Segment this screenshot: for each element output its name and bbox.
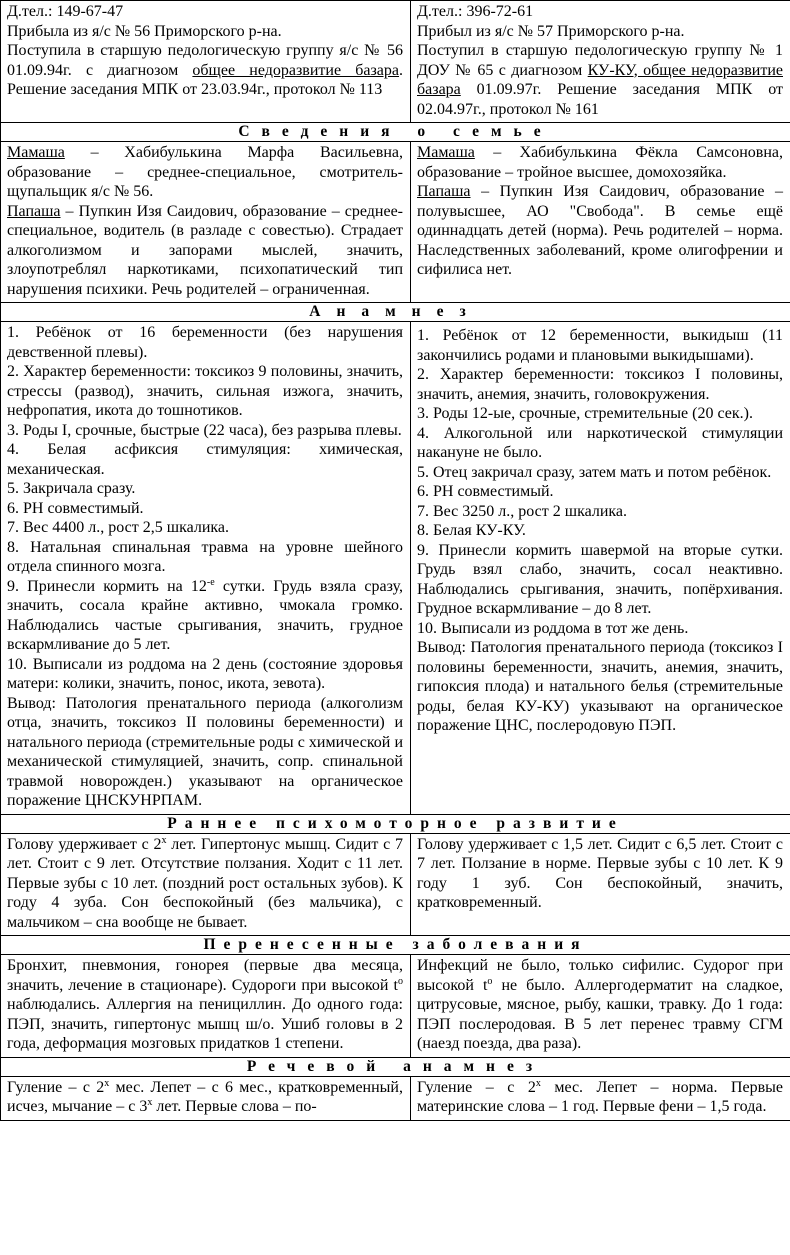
right-anamnesis-conclusion: Вывод: Патология пренатального периода (токсикоз I половины беременности, значить, анемия, значить, гипоксия плода) и натального белья (стремительные роды, белая КУ-КУ) указывают на органическое поражение ЦНС, послеродовую ПЭП.	[417, 639, 783, 734]
section-header-early-development: Раннее психомоторное развитие	[1, 814, 790, 833]
left-anamnesis-item: 4. Белая асфиксия стимуляция: химическая, механическая.	[7, 441, 403, 478]
left-illnesses-sup: о	[398, 975, 403, 987]
left-early-dev-cell	[1, 833, 411, 936]
left-father	[7, 202, 403, 300]
right-anamnesis-item: 4. Алкогольной или наркотической стимуляции накануне не было.	[417, 424, 783, 461]
left-anamnesis-item-9	[7, 577, 403, 655]
right-phone: Д.тел.: 396-72-61	[417, 3, 534, 20]
right-admission-text: Поступил в старшую педологическую группу № 1 ДОУ № 65 с диагнозом	[417, 42, 783, 79]
intro-row	[1, 1, 790, 123]
right-illnesses-a: Инфекций не было, только сифилис. Судорог при высокой t	[417, 957, 783, 994]
left-mother	[7, 143, 403, 202]
right-illnesses-sup: о	[487, 975, 493, 987]
left-item9-rest: сутки. Грудь взяла сразу, значить, сосала крайне активно, чмокала громко. Наблюдались частые срыгивания, значить, грудное вскармливание до 5 лет.	[7, 577, 403, 653]
left-illnesses-cell	[1, 955, 411, 1058]
left-illnesses-a: Бронхит, пневмония, гонорея (первые два месяца, значить, лечение в стационаре). Судороги при высокой t	[7, 957, 403, 994]
left-early-dev-a: Голову удерживает с 2	[7, 835, 162, 853]
right-anamnesis-item: 6. РН совместимый.	[417, 483, 554, 500]
left-speech-sup1: х	[104, 1077, 110, 1089]
right-anamnesis-item: 10. Выписали из роддома в тот же день.	[417, 619, 689, 637]
right-admission-decision: 01.09.97г. Решение заседания МПК от 02.04.97г., протокол № 161	[417, 81, 783, 118]
speech-row	[1, 1076, 790, 1120]
right-speech-a: Гуление – с 2	[417, 1078, 536, 1096]
left-mother-text: – Хабибулькина Марфа Васильевна, образование – среднее-специальное, смотритель-щупальщик я/с № 56.	[7, 144, 403, 200]
right-illnesses-b: не было. Аллергодерматит на сладкое, цитрусовые, мясное, рыбу, кашки, травку. До 1 года: ПЭП послеродовая. В 5 лет перенес травму СГМ (наезд поезда, два раза).	[417, 976, 783, 1052]
left-admission-text: Поступила в старшую педологическую группу я/с № 56 01.09.94г. с диагнозом	[7, 42, 403, 79]
right-admission	[417, 41, 783, 119]
family-row	[1, 142, 790, 303]
left-father-label: Папаша	[7, 202, 61, 220]
right-family-cell	[411, 142, 790, 303]
left-came-from: Прибыла из я/с № 56 Приморского р-на.	[7, 22, 282, 40]
illnesses-row	[1, 955, 790, 1058]
left-phone: Д.тел.: 149-67-47	[7, 3, 124, 20]
right-speech-b: мес. Лепет – норма. Первые материнские слова – 1 год. Первые фени – 1,5 года.	[417, 1078, 783, 1115]
left-speech-cell	[1, 1076, 411, 1120]
left-anamnesis-item: 5. Закричала сразу.	[7, 480, 136, 497]
right-came-from: Прибыл из я/с № 57 Приморского р-на.	[417, 22, 685, 40]
left-anamnesis-item: 8. Натальная спинальная травма на уровне шейного отдела спинного мозга.	[7, 538, 403, 575]
section-header-family: Сведения о семье	[1, 123, 790, 142]
anamnesis-row	[1, 322, 790, 815]
right-anamnesis-item: 8. Белая КУ-КУ.	[417, 522, 526, 539]
left-family-cell	[1, 142, 411, 303]
right-anamnesis-item: 2. Характер беременности: токсикоз I половины, значить, анемия, значить, головокружения.	[417, 366, 783, 403]
right-father-text: – Пупкин Изя Саидович, образование – полувысшее, АО "Свобода". В семье ещё одиннадцать детей (норма). Речь родителей – норма. Наследственных заболеваний, кроме олигофрении и сифилиса нет.	[417, 183, 783, 278]
left-anamnesis-conclusion: Вывод: Патология пренатального периода (алкоголизм отца, значить, токсикоз II половины беременности) и натального периода (стремительные роды с химической и механической стимуляцией, значить, сопр. спинальной травмой новорожден.) указывают на органическое поражение ЦНСКУНРПАМ.	[7, 694, 403, 809]
right-speech-text	[417, 1078, 783, 1117]
right-intro-cell	[411, 1, 790, 123]
right-anamnesis-item: 7. Вес 3250 л., рост 2 шкалика.	[417, 502, 628, 520]
left-anamnesis-item: 3. Роды I, срочные, быстрые (22 часа), без разрыва плевы.	[7, 421, 402, 439]
right-mother-label: Мамаша	[417, 144, 475, 161]
section-header-illnesses: Перенесенные заболевания	[1, 936, 790, 955]
left-mother-label: Мамаша	[7, 144, 65, 161]
right-anamnesis-item: 9. Принесли кормить шавермой на вторые сутки. Грудь взял слабо, значить, сосал неактивно. Наблюдались срыгивания, значить, попёрхивания. Грудное вскармливание – до 8 лет.	[417, 541, 783, 617]
right-early-dev-cell	[411, 833, 790, 936]
left-anamnesis-item: 1. Ребёнок от 16 беременности (без нарушения девственной плевы).	[7, 324, 403, 361]
left-anamnesis-item: 6. РН совместимый.	[7, 499, 144, 517]
right-anamnesis-item: 3. Роды 12-ые, срочные, стремительные (20 сек.).	[417, 405, 753, 422]
left-anamnesis-item: 10. Выписали из роддома на 2 день (состояние здоровья матери: колики, значить, понос, икота, зевота).	[7, 655, 403, 692]
left-speech-b: мес. Лепет – с 6 мес., кратковременный, исчез, мычание – с 3	[7, 1078, 403, 1115]
right-mother	[417, 143, 783, 182]
right-anamnesis-cell	[411, 322, 790, 815]
right-mother-text: – Хабибулькина Фёкла Самсоновна, образование – тройное высшее, домохозяйка.	[417, 144, 783, 181]
left-illnesses-text	[7, 956, 403, 1054]
left-speech-c: лет. Первые слова – по-	[152, 1098, 317, 1115]
left-anamnesis-item: 2. Характер беременности: токсикоз 9 половины, значить, стрессы (развод), значить, сильная изжога, значить, нефропатия, икота до тошнотиков.	[7, 363, 403, 419]
right-anamnesis-item: 5. Отец закричал сразу, затем мать и потом ребёнок.	[417, 463, 772, 481]
right-father	[417, 182, 783, 280]
right-diagnosis: КУ-КУ, общее недоразвитие базара	[417, 61, 783, 98]
right-speech-sup: х	[535, 1077, 541, 1089]
left-anamnesis-item: 7. Вес 4400 л., рост 2,5 шкалика.	[7, 519, 230, 536]
right-illnesses-text	[417, 956, 783, 1054]
left-admission-decision: . Решение заседания МПК от 23.03.94г., протокол № 113	[7, 61, 403, 98]
section-header-anamnesis: Анамнез	[1, 303, 790, 322]
left-item9-text: 9. Принесли кормить на 12	[7, 577, 207, 595]
right-father-label: Папаша	[417, 183, 471, 200]
left-item9-sup: -е	[206, 576, 215, 588]
left-illnesses-b: наблюдались. Аллергия на пенициллин. До одного года: ПЭП, значить, гипертонус мышц ш/о. Ушиб головы в 2 года, деформация мозговых придатков 1 степени.	[7, 996, 403, 1052]
section-header-speech: Речевой анамнез	[1, 1057, 790, 1076]
early-dev-row	[1, 833, 790, 936]
left-early-dev-sup: х	[161, 834, 167, 846]
left-diagnosis: общее недоразвитие базара	[192, 61, 399, 79]
right-anamnesis-item: 1. Ребёнок от 12 беременности, выкидыш (11 закончились родами и плановыми выкидышами).	[417, 327, 783, 364]
left-father-text: – Пупкин Изя Саидович, образование – среднее-специальное, водитель (в разладе с совестью). Страдает алкоголизмом и запорами мыслей, значить, злоупотреблял наркотиками, психопатический тип нарушения психики. Речь родителей – ограниченная.	[7, 202, 403, 298]
right-speech-cell	[411, 1076, 790, 1120]
left-speech-text	[7, 1078, 403, 1117]
right-early-dev-text: Голову удерживает с 1,5 лет. Сидит с 6,5 лет. Стоит с 7 лет. Ползание в норме. Первые зубы с 10 лет. К 9 году 1 зуб. Сон беспокойный, значить, кратковременный.	[417, 835, 783, 911]
left-speech-a: Гуление – с 2	[7, 1078, 105, 1096]
left-intro-cell	[1, 1, 411, 123]
left-admission	[7, 41, 403, 100]
left-anamnesis-cell	[1, 322, 411, 815]
right-illnesses-cell	[411, 955, 790, 1058]
left-speech-sup2: х	[147, 1097, 153, 1108]
left-early-dev-b: лет. Гипертонус мышц. Сидит с 7 лет. Стоит с 9 лет. Отсутствие ползания. Ходит с 11 лет. Первые зубы с 10 лет. (поздний рост остальных зубов). К году 4 зуба. Сон беспокойный (без мальчика), с мальчиком – сна вообще не бывает.	[7, 835, 404, 931]
left-early-dev-text	[7, 835, 403, 933]
